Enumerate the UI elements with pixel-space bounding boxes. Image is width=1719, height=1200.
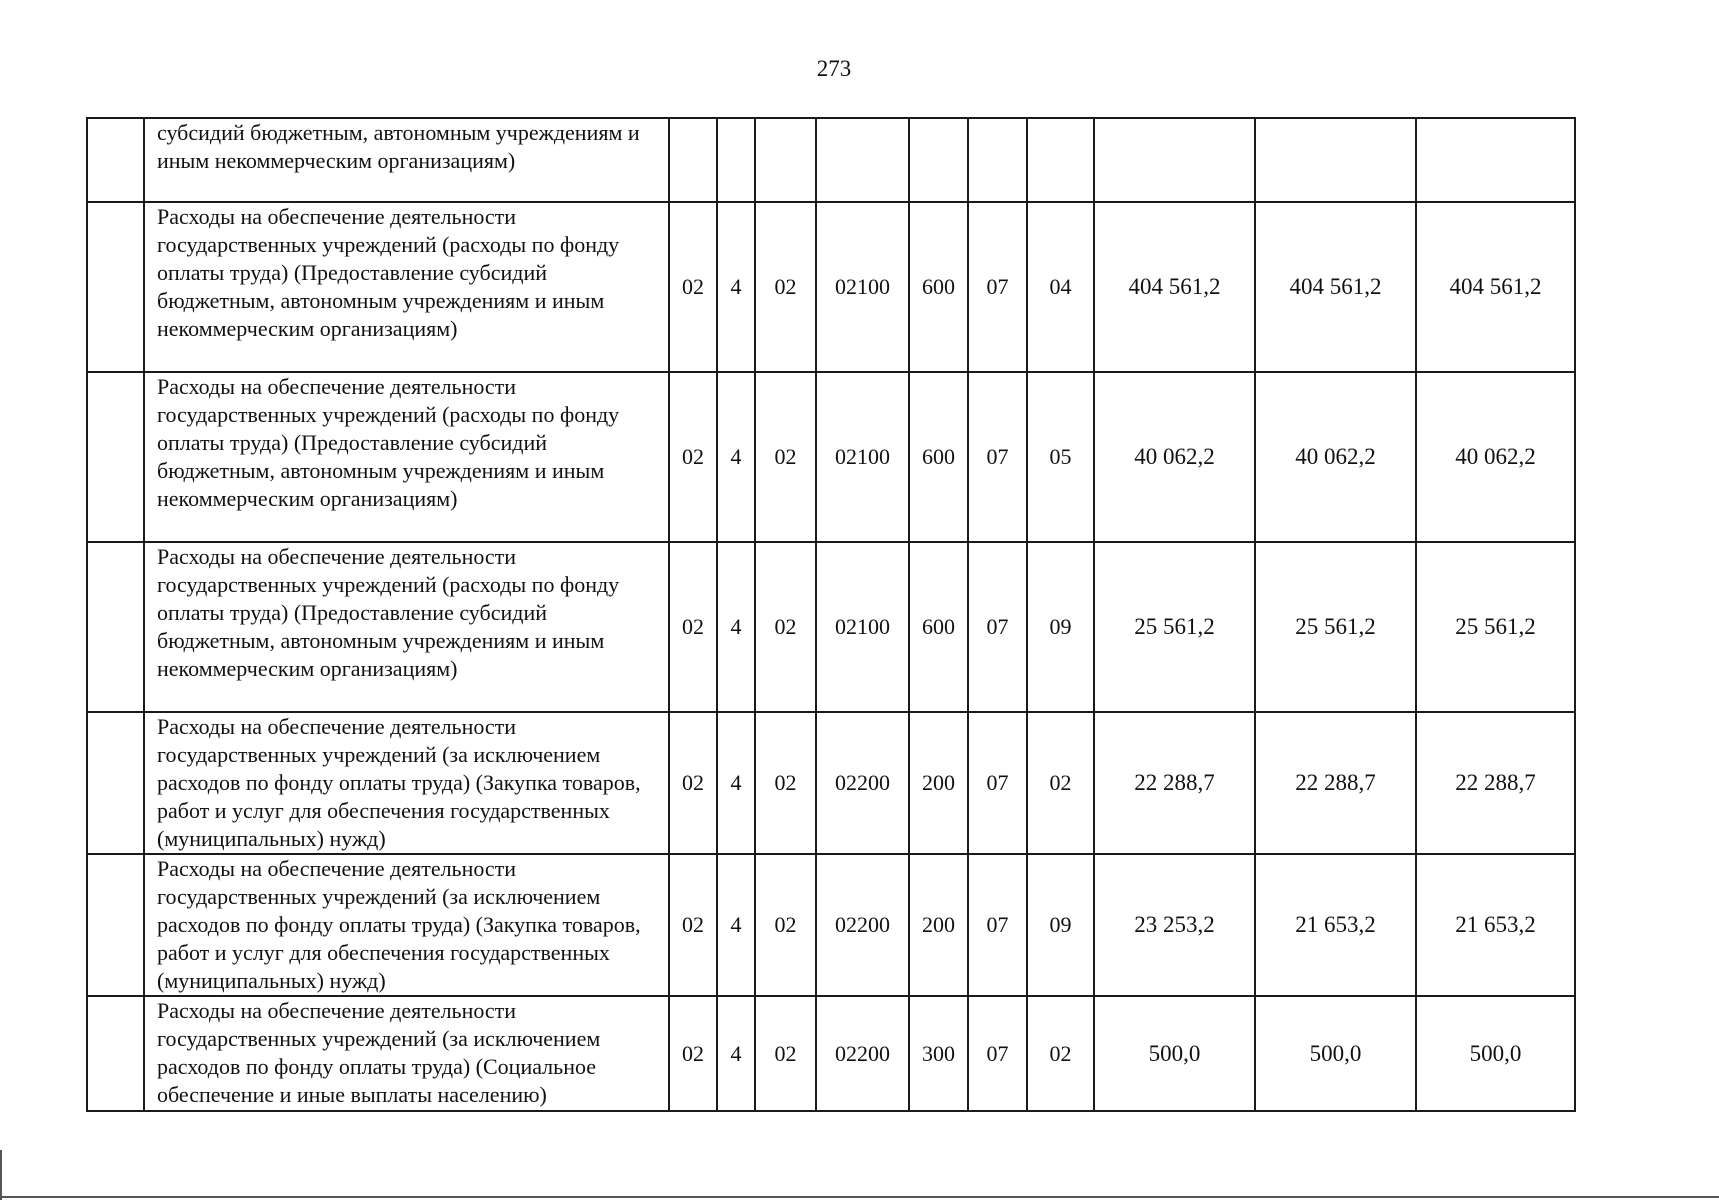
table-row [87, 996, 1575, 1111]
row-number-cell [87, 372, 144, 542]
subsection-cell [1027, 118, 1094, 202]
amount-cell [1094, 118, 1255, 202]
row-number-cell [87, 542, 144, 712]
page-number: 273 [816, 56, 852, 81]
amount-cell: 404 561,2 [1416, 202, 1575, 372]
target-code-cell: 02200 [816, 712, 909, 854]
expense-type-cell: 600 [909, 372, 968, 542]
section-cell: 07 [968, 996, 1027, 1111]
description-cell: Расходы на обеспечение деятельности государственных учреждений (расходы по фонду оплаты труда) (Предоставление субсидий бюджетным, автономным учреждениям и иным некоммерческим организациям) [144, 542, 669, 712]
code-cell: 4 [717, 542, 755, 712]
amount-cell: 404 561,2 [1255, 202, 1416, 372]
expense-type-cell: 300 [909, 996, 968, 1111]
amount-cell [1255, 118, 1416, 202]
target-code-cell: 02100 [816, 372, 909, 542]
section-cell: 07 [968, 712, 1027, 854]
description-cell: Расходы на обеспечение деятельности государственных учреждений (расходы по фонду оплаты труда) (Предоставление субсидий бюджетным, автономным учреждениям и иным некоммерческим организациям) [144, 372, 669, 542]
amount-cell: 23 253,2 [1094, 854, 1255, 996]
budget-table [86, 117, 1576, 1112]
description-cell: субсидий бюджетным, автономным учреждениям и иным некоммерческим организациям) [144, 118, 669, 202]
section-cell: 07 [968, 202, 1027, 372]
amount-cell: 21 653,2 [1416, 854, 1575, 996]
expense-type-cell [909, 118, 968, 202]
subsection-cell: 02 [1027, 712, 1094, 854]
table-row [87, 118, 1575, 202]
table-row [87, 854, 1575, 996]
amount-cell: 500,0 [1094, 996, 1255, 1111]
code-cell [669, 118, 717, 202]
subsection-cell: 09 [1027, 854, 1094, 996]
subsection-cell: 04 [1027, 202, 1094, 372]
code-cell: 02 [755, 712, 816, 854]
amount-cell: 22 288,7 [1416, 712, 1575, 854]
row-number-cell [87, 118, 144, 202]
table-row [87, 372, 1575, 542]
code-cell: 02 [755, 372, 816, 542]
row-number-cell [87, 712, 144, 854]
code-cell [755, 118, 816, 202]
target-code-cell: 02200 [816, 854, 909, 996]
amount-cell: 500,0 [1255, 996, 1416, 1111]
target-code-cell [816, 118, 909, 202]
amount-cell: 40 062,2 [1094, 372, 1255, 542]
table-row [87, 712, 1575, 854]
code-cell: 02 [669, 202, 717, 372]
table-row [87, 542, 1575, 712]
subsection-cell: 05 [1027, 372, 1094, 542]
code-cell: 02 [755, 854, 816, 996]
target-code-cell: 02100 [816, 542, 909, 712]
code-cell: 02 [669, 854, 717, 996]
amount-cell: 21 653,2 [1255, 854, 1416, 996]
subsection-cell: 09 [1027, 542, 1094, 712]
description-cell: Расходы на обеспечение деятельности государственных учреждений (за исключением расходов по фонду оплаты труда) (Закупка товаров, работ и услуг для обеспечения государственных (муниципальных) нужд) [144, 854, 669, 996]
section-cell: 07 [968, 542, 1027, 712]
scan-edge-mark [0, 1150, 2, 1200]
amount-cell: 500,0 [1416, 996, 1575, 1111]
code-cell: 02 [755, 996, 816, 1111]
expense-type-cell: 200 [909, 712, 968, 854]
target-code-cell: 02200 [816, 996, 909, 1111]
subsection-cell: 02 [1027, 996, 1094, 1111]
code-cell: 4 [717, 712, 755, 854]
section-cell [968, 118, 1027, 202]
amount-cell: 404 561,2 [1094, 202, 1255, 372]
description-cell: Расходы на обеспечение деятельности государственных учреждений (за исключением расходов по фонду оплаты труда) (Закупка товаров, работ и услуг для обеспечения государственных (муниципальных) нужд) [144, 712, 669, 854]
expense-type-cell: 200 [909, 854, 968, 996]
amount-cell: 25 561,2 [1094, 542, 1255, 712]
table-row [87, 202, 1575, 372]
code-cell: 4 [717, 854, 755, 996]
amount-cell [1416, 118, 1575, 202]
amount-cell: 22 288,7 [1255, 712, 1416, 854]
amount-cell: 40 062,2 [1255, 372, 1416, 542]
row-number-cell [87, 854, 144, 996]
code-cell: 02 [755, 202, 816, 372]
section-cell: 07 [968, 854, 1027, 996]
expense-type-cell: 600 [909, 542, 968, 712]
description-cell: Расходы на обеспечение деятельности государственных учреждений (расходы по фонду оплаты труда) (Предоставление субсидий бюджетным, автономным учреждениям и иным некоммерческим организациям) [144, 202, 669, 372]
amount-cell: 22 288,7 [1094, 712, 1255, 854]
scan-edge-line [0, 1196, 1719, 1198]
amount-cell: 25 561,2 [1416, 542, 1575, 712]
code-cell: 02 [669, 996, 717, 1111]
amount-cell: 40 062,2 [1416, 372, 1575, 542]
row-number-cell [87, 202, 144, 372]
code-cell: 4 [717, 202, 755, 372]
amount-cell: 25 561,2 [1255, 542, 1416, 712]
target-code-cell: 02100 [816, 202, 909, 372]
code-cell [717, 118, 755, 202]
code-cell: 02 [669, 372, 717, 542]
code-cell: 02 [755, 542, 816, 712]
code-cell: 02 [669, 712, 717, 854]
section-cell: 07 [968, 372, 1027, 542]
expense-type-cell: 600 [909, 202, 968, 372]
code-cell: 4 [717, 372, 755, 542]
row-number-cell [87, 996, 144, 1111]
code-cell: 4 [717, 996, 755, 1111]
code-cell: 02 [669, 542, 717, 712]
description-cell: Расходы на обеспечение деятельности государственных учреждений (за исключением расходов по фонду оплаты труда) (Социальное обеспечение и иные выплаты населению) [144, 996, 669, 1111]
